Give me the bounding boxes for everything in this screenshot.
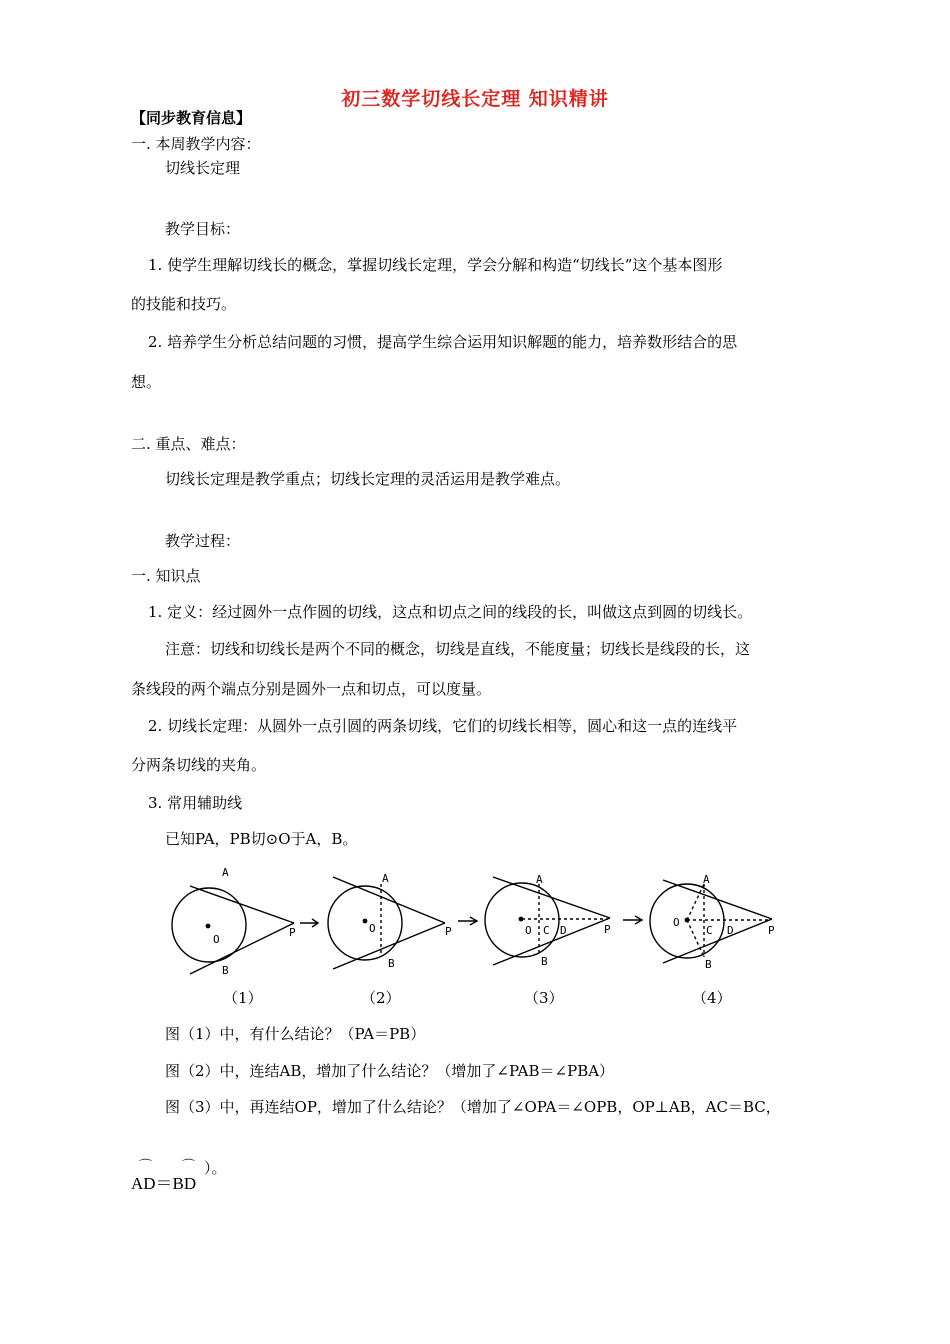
figure-1-caption: （1） <box>223 989 263 1007</box>
goal-1-line-1: 1. 使学生理解切线长的概念，掌握切线长定理，学会分解和构造“切线长”这个基本图形 <box>148 256 723 274</box>
figure-1-tangent-pb <box>190 923 294 974</box>
fig3-label-p: P <box>604 923 611 936</box>
fig3-label-c: C <box>543 924 550 937</box>
question-1: 图（1）中，有什么结论？（PA＝PB） <box>165 1025 426 1043</box>
fig2-label-p: P <box>445 925 452 938</box>
figure-4-diagram <box>650 880 772 963</box>
goal-2-line-1: 2. 培养学生分析总结问题的习惯，提高学生综合运用知识解题的能力，培养数形结合的思 <box>148 333 738 351</box>
fig1-label-o: O <box>213 933 220 946</box>
knowledge-heading: 一. 知识点 <box>131 567 201 585</box>
figure-4-radius-ob <box>687 920 704 957</box>
figure-3-center-dot <box>519 917 524 922</box>
fig1-label-p: P <box>289 926 296 939</box>
knowledge-2-line-1: 2. 切线长定理：从圆外一点引圆的两条切线，它们的切线长相等，圆心和这一点的连线平 <box>148 717 738 735</box>
arc-equality: AD＝BD <box>131 1174 197 1193</box>
figure-2-center-dot <box>363 919 368 924</box>
fig2-label-o: O <box>369 922 376 935</box>
fig2-label-b: B <box>388 957 395 970</box>
section-2-text: 切线长定理是教学重点；切线长定理的灵活运用是教学难点。 <box>165 470 571 488</box>
arc-symbol-ad: ⌒ <box>139 1159 153 1174</box>
fig1-label-a: A <box>222 866 229 879</box>
figure-2-diagram <box>328 877 445 969</box>
fig4-label-p: P <box>768 924 775 937</box>
figure-3-caption: （3） <box>524 989 564 1007</box>
fig3-label-a: A <box>536 873 543 886</box>
section-header: 【同步教育信息】 <box>131 109 252 127</box>
arc-symbol-bd: ⌒ <box>182 1159 196 1174</box>
process-heading: 教学过程： <box>165 532 241 550</box>
section-1-topic: 切线长定理 <box>165 159 241 177</box>
goal-2-line-2: 想。 <box>131 373 162 391</box>
arrow-2-icon <box>458 917 477 925</box>
figure-2-caption: （2） <box>361 989 401 1007</box>
figure-2-tangent-pa <box>333 877 445 923</box>
tangent-figures <box>160 862 800 987</box>
arrow-3-icon <box>623 916 642 924</box>
figure-1-center-dot <box>206 924 211 929</box>
figure-1-tangent-pa <box>190 886 294 923</box>
fig4-label-o: O <box>673 916 680 929</box>
fig4-label-c: C <box>706 924 713 937</box>
figure-3-tangent-pb <box>493 918 610 965</box>
question-3: 图（3）中，再连结OP，增加了什么结论？（增加了∠OPA＝∠OPB，OP⊥AB，AC＝BC， <box>165 1098 781 1116</box>
section-1-heading: 一. 本周教学内容： <box>131 135 261 153</box>
knowledge-1-definition: 1. 定义：经过圆外一点作圆的切线，这点和切点之间的线段的长，叫做这点到圆的切线长。 <box>148 603 753 621</box>
arrow-1-icon <box>300 919 318 927</box>
goals-heading: 教学目标： <box>165 220 241 238</box>
knowledge-2-line-2: 分两条切线的夹角。 <box>131 756 267 774</box>
question-2: 图（2）中，连结AB，增加了什么结论？（增加了∠PAB＝∠PBA） <box>165 1062 615 1080</box>
document-title: 初三数学切线长定理 知识精讲 <box>341 88 609 110</box>
fig3-label-o: O <box>525 924 532 937</box>
figure-4-center-dot <box>685 918 690 923</box>
goal-1-line-2: 的技能和技巧。 <box>131 295 237 313</box>
fig4-label-a: A <box>703 873 710 886</box>
knowledge-3-heading: 3. 常用辅助线 <box>148 794 243 812</box>
figure-3-tangent-pa <box>493 877 610 918</box>
figure-1-diagram <box>172 886 294 974</box>
note-line-1: 注意：切线和切线长是两个不同的概念，切线是直线，不能度量；切线长是线段的长，这 <box>165 640 751 658</box>
given-statement: 已知PA，PB切⊙O于A，B。 <box>165 830 358 848</box>
figure-4-tangent-pa <box>663 880 772 919</box>
note-line-2: 条线段的两个端点分别是圆外一点和切点，可以度量。 <box>131 680 492 698</box>
figure-4-caption: （4） <box>692 989 732 1007</box>
fig3-label-d: D <box>560 924 567 937</box>
section-2-heading: 二. 重点、难点： <box>131 435 246 453</box>
fig2-label-a: A <box>382 872 389 885</box>
fig1-label-b: B <box>222 964 229 977</box>
figure-3-diagram <box>485 877 610 965</box>
question-3-end: ）。 <box>204 1159 227 1177</box>
fig3-label-b: B <box>541 955 548 968</box>
fig4-label-d: D <box>727 924 734 937</box>
fig4-label-b: B <box>705 958 712 971</box>
